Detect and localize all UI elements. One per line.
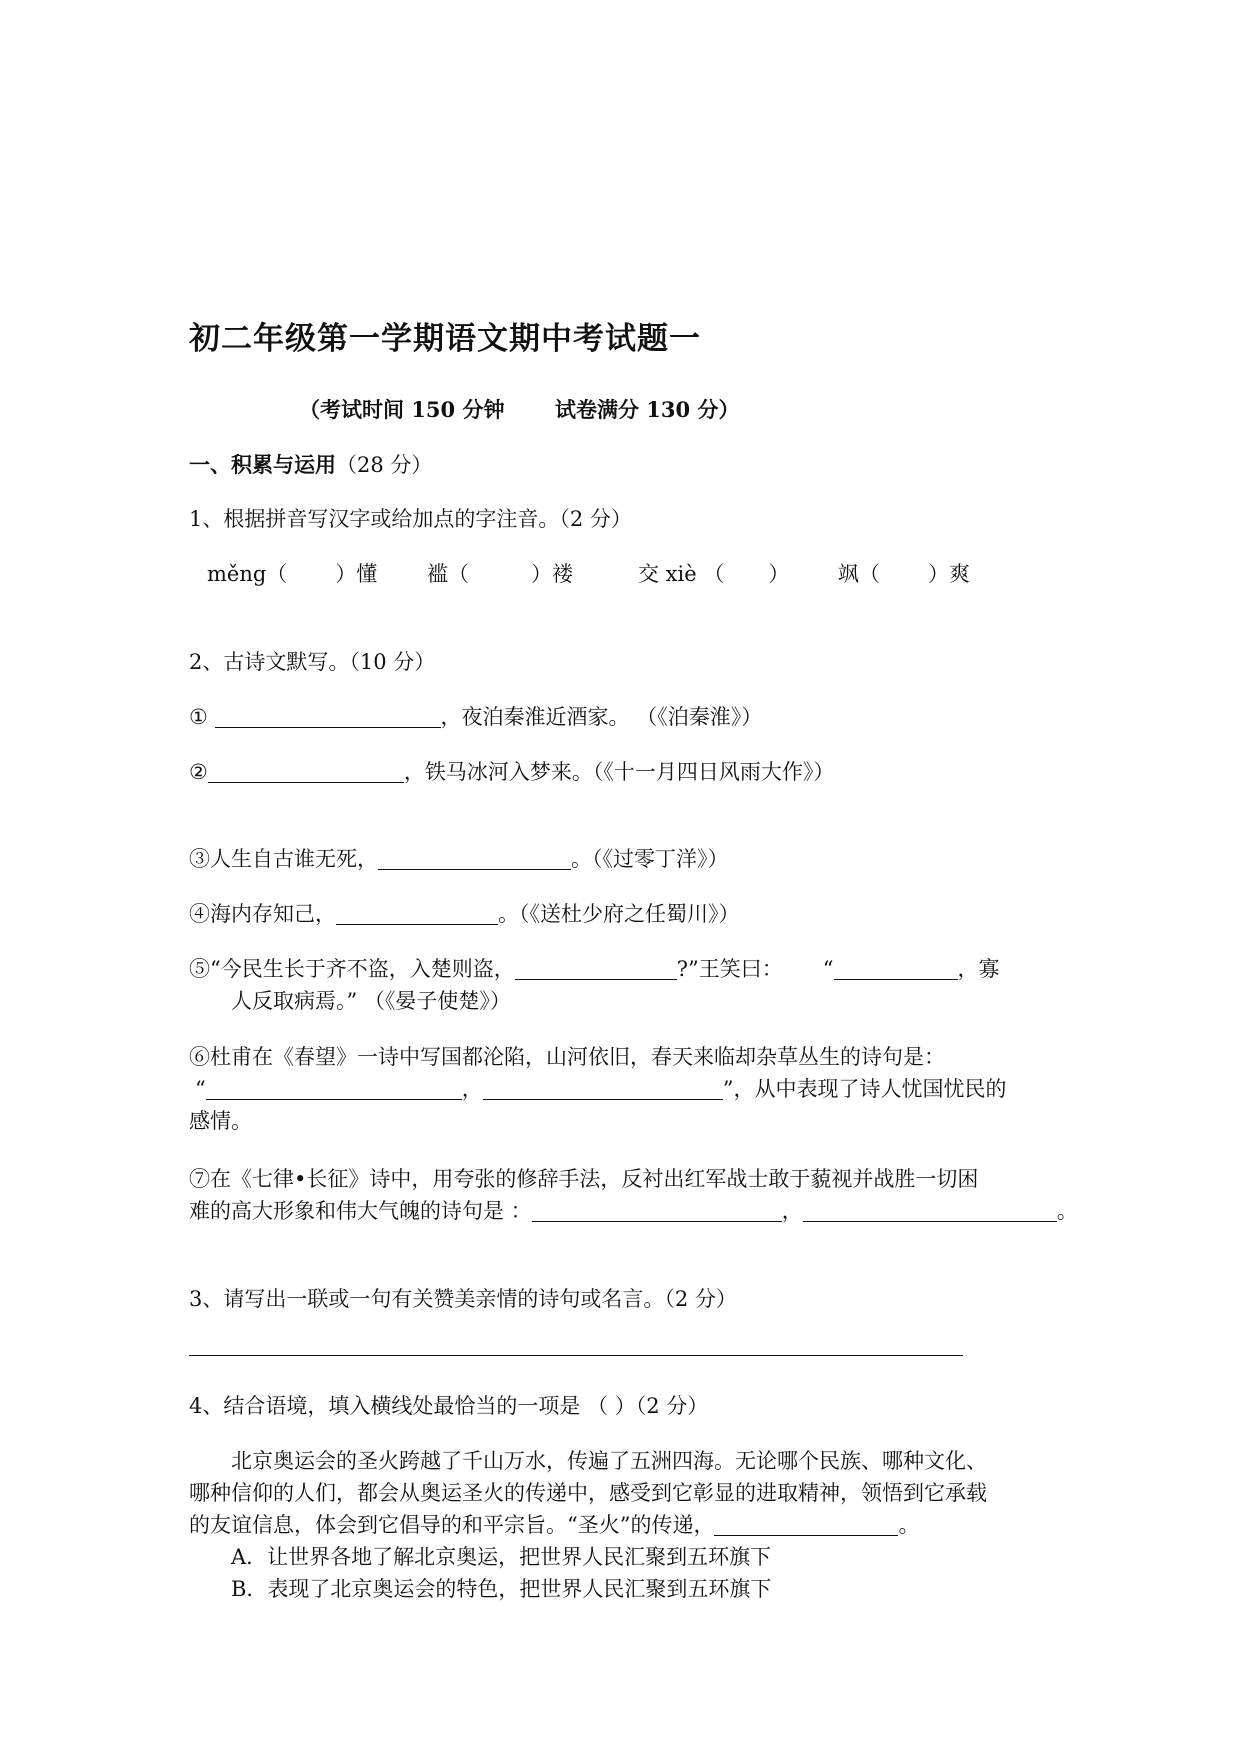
q2-line-7-blanks xyxy=(189,1197,1078,1225)
q2-line-7-blank-1[interactable] xyxy=(532,1201,782,1222)
q2-line-7-pre: 难的高大形象和伟大气魄的诗句是 ： xyxy=(189,1199,532,1223)
q1-item-1 xyxy=(207,560,377,588)
q2-line-2 xyxy=(189,758,834,786)
question-3-prompt: 3、请写出一联或一句有关赞美亲情的诗句或名言。（2 分） xyxy=(189,1287,737,1311)
q2-line-4 xyxy=(189,900,740,928)
q4-option-a[interactable]: A．让世界各地了解北京奥运，把世界人民汇聚到五环旗下 xyxy=(231,1545,772,1569)
q2-line-2-num: ② xyxy=(189,760,208,784)
q2-line-3-blank[interactable] xyxy=(378,849,571,870)
q2-line-7-blank-2[interactable] xyxy=(803,1201,1057,1222)
q4-paragraph-end: 。 xyxy=(898,1513,920,1537)
q2-line-6-blank-2[interactable] xyxy=(483,1079,723,1100)
q1-item-1-before: měng（ xyxy=(207,562,288,586)
q2-line-5-post: ，寡 xyxy=(957,957,1000,981)
q2-line-7: ⑦在《七律•长征》诗中，用夸张的修辞手法，反衬出红军战士敢于藐视并战胜一切困 xyxy=(189,1167,979,1191)
q2-line-1 xyxy=(189,703,762,731)
q4-paragraph-line-1: 北京奥运会的圣火跨越了千山万水，传遍了五洲四海。无论哪个民族、哪种文化、 xyxy=(231,1449,987,1473)
q2-line-3-post: 。（《过零丁洋》） xyxy=(571,847,729,871)
q3-answer-line[interactable] xyxy=(189,1355,963,1356)
q2-line-5-quote: “ xyxy=(822,957,834,981)
q2-line-5-pre: ⑤“今民生长于齐不盗，入楚则盗， xyxy=(189,957,515,981)
exam-score: 试卷满分 130 分） xyxy=(555,397,740,422)
q1-item-3-after: ） xyxy=(768,562,790,586)
exam-time: （考试时间 150 分钟 xyxy=(299,397,505,422)
q2-line-4-blank[interactable] xyxy=(336,904,498,925)
q2-line-6-blanks xyxy=(195,1075,1007,1103)
section-heading xyxy=(189,451,432,479)
q2-line-5-blank-1[interactable] xyxy=(515,959,677,980)
q1-item-3 xyxy=(638,560,789,588)
q1-item-2-before: 褴（ xyxy=(427,562,469,586)
q2-line-1-num: ① xyxy=(189,705,208,729)
q1-item-4 xyxy=(838,560,970,588)
q1-item-4-before: 飒（ xyxy=(838,562,880,586)
q4-blank[interactable] xyxy=(714,1515,898,1536)
q2-line-7-end: 。 xyxy=(1056,1199,1078,1223)
q2-line-5-blank-2[interactable] xyxy=(834,959,958,980)
q2-line-5 xyxy=(189,955,1000,983)
q2-line-1-blank[interactable] xyxy=(215,707,441,728)
q2-line-6-open: “ xyxy=(195,1077,206,1101)
q2-line-6-blank-1[interactable] xyxy=(206,1079,462,1100)
q2-line-7-comma: ， xyxy=(781,1199,803,1223)
q2-line-6-close: ”，从中表现了诗人忧国忧民的 xyxy=(722,1077,1007,1101)
q2-line-2-blank[interactable] xyxy=(208,762,404,783)
q4-option-b[interactable]: B．表现了北京奥运会的特色，把世界人民汇聚到五环旗下 xyxy=(231,1577,772,1601)
q2-line-6-end: 感情。 xyxy=(189,1109,252,1133)
q1-item-1-after: ）懂 xyxy=(335,562,378,586)
q1-item-3-before: 交 xiè （ xyxy=(638,562,725,586)
q4-paragraph-pre: 的友谊信息，体会到它倡导的和平宗旨。“圣火”的传递， xyxy=(189,1513,715,1537)
question-1-prompt: 1、根据拼音写汉字或给加点的字注音。（2 分） xyxy=(189,507,632,531)
section-title: 一、积累与运用 xyxy=(189,452,336,477)
q2-line-3 xyxy=(189,845,729,873)
q2-line-3-pre: ③人生自古谁无死， xyxy=(189,847,378,871)
q2-line-6-comma: ， xyxy=(461,1077,483,1101)
q4-paragraph-line-3 xyxy=(189,1511,919,1539)
question-2-prompt: 2、古诗文默写。（10 分） xyxy=(189,650,436,674)
q1-item-2-after: ）褛 xyxy=(531,562,573,586)
q2-line-4-post: 。（《送杜少府之任蜀川》） xyxy=(498,902,740,926)
question-4-prompt: 4、结合语境，填入横线处最恰当的一项是 （ ）（2 分） xyxy=(189,1394,709,1418)
q2-line-5-mid: ?”王笑曰： xyxy=(676,957,783,981)
q2-line-5-cont: 人反取病焉。” （《晏子使楚》） xyxy=(231,989,511,1013)
page-title: 初二年级第一学期语文期中考试题一 xyxy=(189,321,701,357)
q2-line-6: ⑥杜甫在《春望》一诗中写国都沦陷，山河依旧，春天来临却杂草丛生的诗句是： xyxy=(189,1045,945,1069)
q2-line-1-text: ，夜泊秦淮近酒家。 （《泊秦淮》） xyxy=(440,705,763,729)
q2-line-2-text: ，铁马冰河入梦来。（《十一月四日风雨大作》） xyxy=(403,760,835,784)
section-points: （28 分） xyxy=(336,453,433,477)
q2-line-4-pre: ④海内存知己， xyxy=(189,902,336,926)
q1-item-2 xyxy=(427,560,573,588)
q4-paragraph-line-2: 哪种信仰的人们，都会从奥运圣火的传递中，感受到它彰显的进取精神，领悟到它承载 xyxy=(189,1481,987,1505)
q1-item-4-after: ）爽 xyxy=(928,562,970,586)
